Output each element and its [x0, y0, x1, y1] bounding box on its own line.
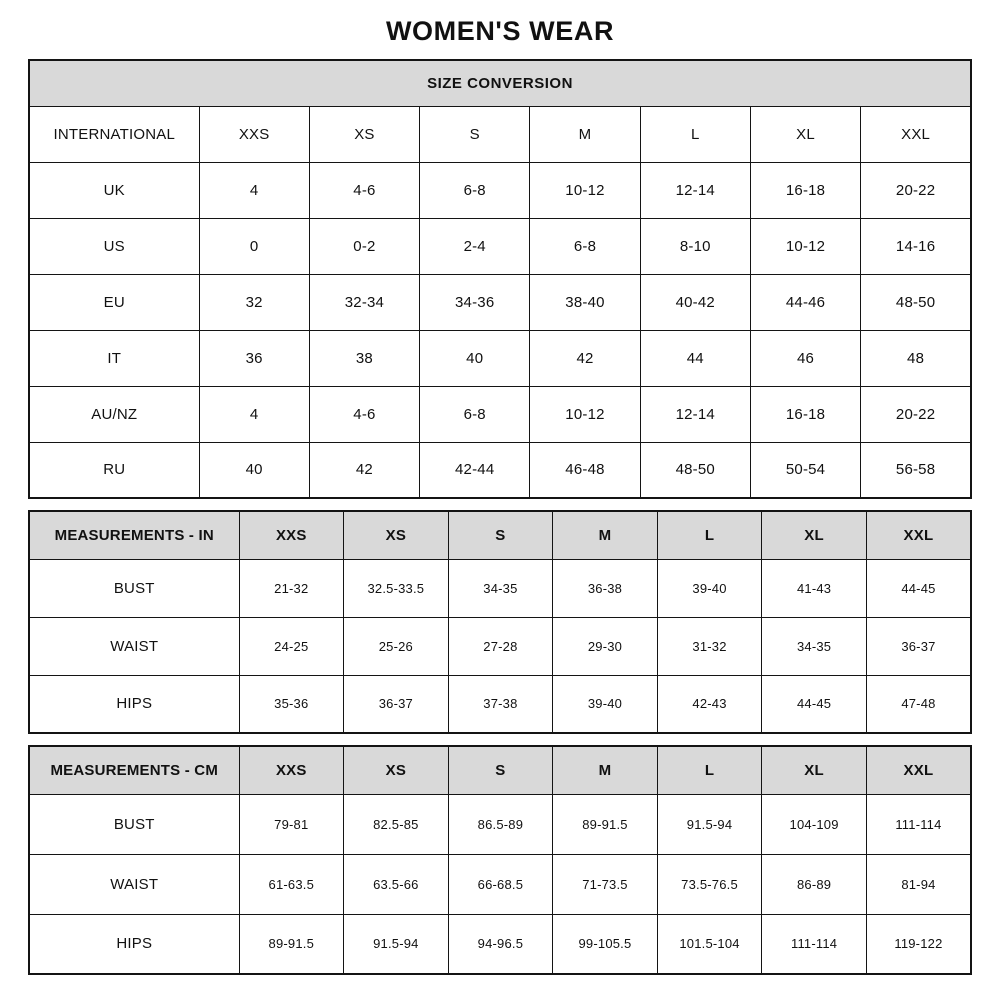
size-cell: 16-18 [750, 386, 860, 442]
size-cell: 0 [199, 218, 309, 274]
column-header-xs: XS [344, 746, 449, 794]
size-cell: 4-6 [309, 162, 419, 218]
column-header-xxs: XXS [239, 511, 344, 559]
size-cell: 6-8 [420, 386, 530, 442]
size-row-it [29, 330, 971, 386]
size-cell: 44-46 [750, 274, 860, 330]
size-cell: 48-50 [861, 274, 971, 330]
column-header-xl: XL [750, 106, 860, 162]
measurement-cell: 73.5-76.5 [657, 854, 762, 914]
measurement-cell: 44-45 [762, 675, 867, 733]
size-cell: 8-10 [640, 218, 750, 274]
measurement-cell: 89-91.5 [239, 914, 344, 974]
size-conversion-header-row [29, 106, 971, 162]
measurement-cell: 31-32 [657, 617, 762, 675]
size-conversion-table [28, 59, 972, 499]
measurement-cell: 99-105.5 [553, 914, 658, 974]
measurements-in-row-bust [29, 559, 971, 617]
column-header-xs: XS [344, 511, 449, 559]
measurement-cell: 71-73.5 [553, 854, 658, 914]
size-row-aunz [29, 386, 971, 442]
measurement-cell: 91.5-94 [657, 794, 762, 854]
size-cell: 10-12 [530, 386, 640, 442]
measurement-cell: 39-40 [553, 675, 658, 733]
measurement-cell: 24-25 [239, 617, 344, 675]
size-cell: 48 [861, 330, 971, 386]
measurement-cell: 34-35 [762, 617, 867, 675]
measurements-cm-header-row [29, 746, 971, 794]
column-header-l: L [640, 106, 750, 162]
measurement-cell: 29-30 [553, 617, 658, 675]
size-cell: 2-4 [420, 218, 530, 274]
measurement-cell: 91.5-94 [344, 914, 449, 974]
column-header-s: S [448, 746, 553, 794]
size-cell: 10-12 [530, 162, 640, 218]
measurements-in-header-row [29, 511, 971, 559]
measurement-cell: 27-28 [448, 617, 553, 675]
row-label-it: IT [29, 330, 199, 386]
measurement-cell: 94-96.5 [448, 914, 553, 974]
measurement-cell: 44-45 [866, 559, 971, 617]
row-label-hips: HIPS [29, 914, 239, 974]
measurements-in-title: MEASUREMENTS - IN [29, 511, 239, 559]
size-cell: 4-6 [309, 386, 419, 442]
size-cell: 48-50 [640, 442, 750, 498]
page-title: WOMEN'S WEAR [385, 16, 615, 46]
size-cell: 38-40 [530, 274, 640, 330]
size-cell: 0-2 [309, 218, 419, 274]
size-cell: 10-12 [750, 218, 860, 274]
measurement-cell: 81-94 [866, 854, 971, 914]
measurement-cell: 34-35 [448, 559, 553, 617]
size-cell: 20-22 [861, 386, 971, 442]
measurements-cm-row-hips [29, 914, 971, 974]
column-header-s: S [448, 511, 553, 559]
size-cell: 40 [420, 330, 530, 386]
row-label-waist: WAIST [29, 617, 239, 675]
size-conversion-banner-row [29, 60, 971, 106]
column-header-international: INTERNATIONAL [29, 106, 199, 162]
measurement-cell: 111-114 [762, 914, 867, 974]
measurement-cell: 63.5-66 [344, 854, 449, 914]
measurement-cell: 35-36 [239, 675, 344, 733]
measurement-cell: 21-32 [239, 559, 344, 617]
size-cell: 38 [309, 330, 419, 386]
measurement-cell: 36-37 [344, 675, 449, 733]
size-cell: 36 [199, 330, 309, 386]
measurement-cell: 36-38 [553, 559, 658, 617]
size-cell: 44 [640, 330, 750, 386]
measurement-cell: 66-68.5 [448, 854, 553, 914]
measurements-cm-row-waist [29, 854, 971, 914]
measurement-cell: 119-122 [866, 914, 971, 974]
size-cell: 16-18 [750, 162, 860, 218]
column-header-xxl: XXL [861, 106, 971, 162]
row-label-ru: RU [29, 442, 199, 498]
size-cell: 4 [199, 162, 309, 218]
measurement-cell: 82.5-85 [344, 794, 449, 854]
row-label-eu: EU [29, 274, 199, 330]
column-header-l: L [657, 746, 762, 794]
row-label-waist: WAIST [29, 854, 239, 914]
measurements-in-table [28, 510, 972, 734]
size-cell: 14-16 [861, 218, 971, 274]
size-cell: 40 [199, 442, 309, 498]
size-cell: 32 [199, 274, 309, 330]
measurement-cell: 86-89 [762, 854, 867, 914]
column-header-xxs: XXS [239, 746, 344, 794]
size-row-us [29, 218, 971, 274]
size-cell: 34-36 [420, 274, 530, 330]
measurements-cm-row-bust [29, 794, 971, 854]
measurement-cell: 42-43 [657, 675, 762, 733]
size-cell: 40-42 [640, 274, 750, 330]
row-label-uk: UK [29, 162, 199, 218]
size-cell: 56-58 [861, 442, 971, 498]
measurement-cell: 37-38 [448, 675, 553, 733]
size-cell: 42-44 [420, 442, 530, 498]
measurement-cell: 61-63.5 [239, 854, 344, 914]
size-cell: 46-48 [530, 442, 640, 498]
column-header-xxs: XXS [199, 106, 309, 162]
size-row-ru [29, 442, 971, 498]
column-header-xs: XS [309, 106, 419, 162]
measurement-cell: 104-109 [762, 794, 867, 854]
measurement-cell: 86.5-89 [448, 794, 553, 854]
size-conversion-title: SIZE CONVERSION [29, 60, 971, 106]
row-label-bust: BUST [29, 559, 239, 617]
size-cell: 46 [750, 330, 860, 386]
size-cell: 6-8 [530, 218, 640, 274]
column-header-m: M [530, 106, 640, 162]
measurement-cell: 39-40 [657, 559, 762, 617]
size-cell: 20-22 [861, 162, 971, 218]
row-label-aunz: AU/NZ [29, 386, 199, 442]
column-header-l: L [657, 511, 762, 559]
row-label-hips: HIPS [29, 675, 239, 733]
measurement-cell: 25-26 [344, 617, 449, 675]
size-cell: 50-54 [750, 442, 860, 498]
row-label-us: US [29, 218, 199, 274]
measurement-cell: 89-91.5 [553, 794, 658, 854]
size-row-eu [29, 274, 971, 330]
measurement-cell: 32.5-33.5 [344, 559, 449, 617]
size-cell: 4 [199, 386, 309, 442]
size-cell: 42 [530, 330, 640, 386]
size-cell: 12-14 [640, 386, 750, 442]
column-header-s: S [420, 106, 530, 162]
measurement-cell: 101.5-104 [657, 914, 762, 974]
measurement-cell: 41-43 [762, 559, 867, 617]
size-cell: 12-14 [640, 162, 750, 218]
measurements-cm-table [28, 745, 972, 975]
column-header-xl: XL [762, 746, 867, 794]
size-cell: 6-8 [420, 162, 530, 218]
column-header-xxl: XXL [866, 746, 971, 794]
measurement-cell: 111-114 [866, 794, 971, 854]
column-header-m: M [553, 746, 658, 794]
size-row-uk [29, 162, 971, 218]
measurements-in-row-waist [29, 617, 971, 675]
measurements-cm-title: MEASUREMENTS - CM [29, 746, 239, 794]
row-label-bust: BUST [29, 794, 239, 854]
column-header-m: M [553, 511, 658, 559]
measurement-cell: 36-37 [866, 617, 971, 675]
measurements-in-row-hips [29, 675, 971, 733]
size-cell: 42 [309, 442, 419, 498]
measurement-cell: 79-81 [239, 794, 344, 854]
measurement-cell: 47-48 [866, 675, 971, 733]
column-header-xl: XL [762, 511, 867, 559]
column-header-xxl: XXL [866, 511, 971, 559]
size-cell: 32-34 [309, 274, 419, 330]
